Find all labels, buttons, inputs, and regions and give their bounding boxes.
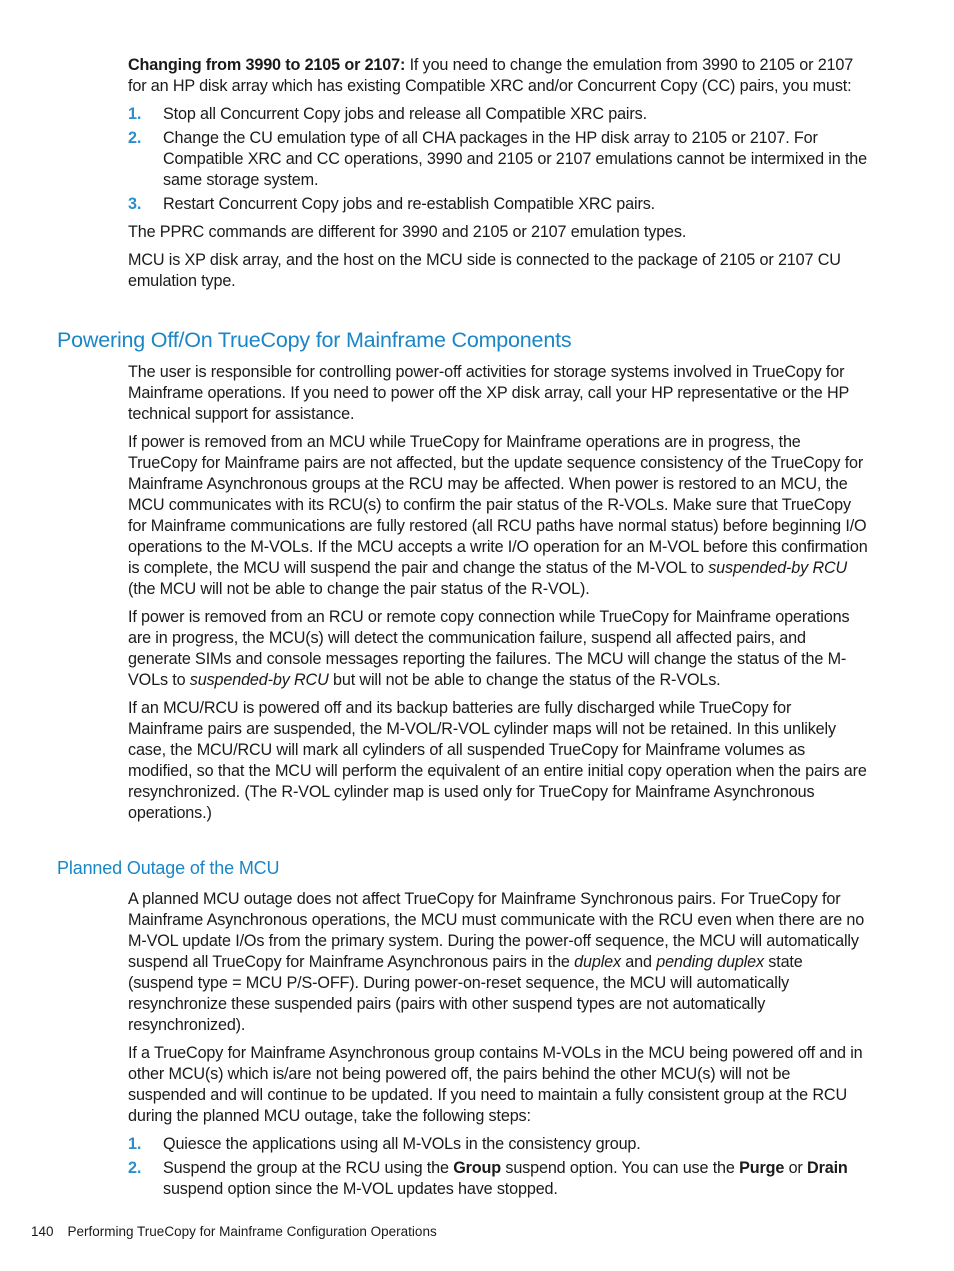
text-run: state (suspend type = MCU P/S-OFF). During power-on-reset sequence, the MCU will automatically resynchronize these suspended pairs (pairs with other suspend types are not automatically resynchronized). [128, 953, 803, 1034]
text-run: If power is removed from an MCU while TrueCopy for Mainframe operations are in progress, the TrueCopy for Mainframe pairs are not affected, but the update sequence consistency of the TrueCopy for Mainframe Asynchronous groups at the RCU may be affected. When power is restored to an MCU, the MCU communicates with its RCU(s) to confirm the pair status of the R-VOLs. Make sure that TrueCopy for Mainframe communications are fully restored (all RCU paths have normal status) before beginning I/O operations to the M-VOLs. If the MCU accepts a write I/O operation for an M-VOL before this confirmation is complete, the MCU will suspend the pair and change the status of the M-VOL to [128, 433, 868, 577]
list-number: 1. [128, 105, 142, 123]
mcu-paragraph: MCU is XP disk array, and the host on the MCU side is connected to the package of 2105 or 2107 CU emulation type. [128, 251, 841, 290]
intro-lead-text: If you need to change the emulation from 3990 to 2105 or 2107 for an HP disk array which has existing Compatible XRC and/or Concurrent Copy (CC) pairs, you must: [128, 56, 854, 95]
list-item [128, 1134, 870, 1155]
text-run: and [620, 953, 657, 971]
status-term: duplex [574, 953, 621, 971]
option-name: Purge [739, 1159, 785, 1177]
list-item [128, 104, 870, 125]
list-item-text: Restart Concurrent Copy jobs and re-establish Compatible XRC pairs. [163, 195, 655, 213]
intro-steps-list [128, 104, 870, 215]
intro-block [128, 55, 870, 299]
planned-steps-list [128, 1134, 870, 1200]
text-run: If power is removed from an RCU or remote copy connection while TrueCopy for Mainframe operations are in progress, the MCU(s) will detect the communication failure, suspend all affected pairs, and generate SIMs and console messages reporting the failures. The MCU will change the status of the M-VOLs to [128, 608, 850, 689]
section-heading-powering: Powering Off/On TrueCopy for Mainframe Components [57, 328, 572, 352]
intro-lead-bold: Changing from 3990 to 2105 or 2107: [128, 56, 406, 74]
page-footer [31, 1223, 437, 1240]
list-item-text: Stop all Concurrent Copy jobs and release all Compatible XRC pairs. [163, 105, 647, 123]
intro-paragraph [128, 55, 870, 97]
planned-paragraph-1 [128, 889, 870, 1036]
status-term: pending duplex [656, 953, 764, 971]
powering-paragraph-1: The user is responsible for controlling power-off activities for storage systems involved in TrueCopy for Mainframe operations. If you need to power off the XP disk array, call your HP representative or the HP technical support for assistance. [128, 363, 849, 423]
option-name: Group [453, 1159, 502, 1177]
text-run: Suspend the group at the RCU using the [163, 1159, 454, 1177]
text-run: or [784, 1159, 808, 1177]
list-item [128, 128, 870, 191]
powering-paragraph-4: If an MCU/RCU is powered off and its backup batteries are fully discharged while TrueCopy for Mainframe pairs are suspended, the M-VOL/R-VOL cylinder maps will not be retained. In this unlikely case, the MCU/RCU will mark all cylinders of all suspended TrueCopy for Mainframe volumes as modified, so that the MCU will perform the equivalent of an entire initial copy operation when the pairs are resynchronized. (The R-VOL cylinder map is used only for TrueCopy for Mainframe Asynchronous operations.) [128, 699, 867, 822]
list-item [128, 1158, 870, 1200]
status-term: suspended-by RCU [189, 671, 329, 689]
list-item [128, 194, 870, 215]
status-term: suspended-by RCU [708, 559, 848, 577]
powering-block [128, 362, 870, 831]
list-number: 3. [128, 195, 142, 213]
text-run: but will not be able to change the status of the R-VOLs. [328, 671, 721, 689]
option-name: Drain [807, 1159, 848, 1177]
list-number: 2. [128, 129, 142, 147]
list-number: 2. [128, 1159, 142, 1177]
powering-paragraph-3 [128, 607, 870, 691]
chapter-title: Performing TrueCopy for Mainframe Configuration Operations [67, 1224, 437, 1239]
planned-paragraph-2: If a TrueCopy for Mainframe Asynchronous group contains M-VOLs in the MCU being powered off and in other MCU(s) which is/are not being powered off, the pairs behind the other MCU(s) will not be suspended and will continue to be updated. If you need to maintain a fully consistent group at the RCU during the planned MCU outage, take the following steps: [128, 1044, 863, 1125]
page-number: 140 [31, 1224, 54, 1239]
planned-outage-block [128, 889, 870, 1207]
list-item-text: Change the CU emulation type of all CHA packages in the HP disk array to 2105 or 2107. For Compatible XRC and CC operations, 3990 and 2105 or 2107 emulations cannot be intermixed in the same storage system. [163, 129, 867, 189]
text-run: A planned MCU outage does not affect TrueCopy for Mainframe Synchronous pairs. For TrueCopy for Mainframe Asynchronous operations, the MCU must communicate with the RCU even when there are no M-VOL update I/Os from the primary system. During the power-off sequence, the MCU will automatically suspend all TrueCopy for Mainframe Asynchronous pairs in the [128, 890, 865, 971]
list-item-text: Quiesce the applications using all M-VOLs in the consistency group. [163, 1135, 641, 1153]
text-run: suspend option since the M-VOL updates have stopped. [163, 1180, 558, 1198]
subsection-heading-planned-outage: Planned Outage of the MCU [57, 858, 280, 878]
text-run: suspend option. You can use the [501, 1159, 740, 1177]
text-run: (the MCU will not be able to change the pair status of the R-VOL). [128, 580, 590, 598]
powering-paragraph-2 [128, 432, 870, 600]
pprc-paragraph: The PPRC commands are different for 3990 and 2105 or 2107 emulation types. [128, 223, 687, 241]
list-number: 1. [128, 1135, 142, 1153]
